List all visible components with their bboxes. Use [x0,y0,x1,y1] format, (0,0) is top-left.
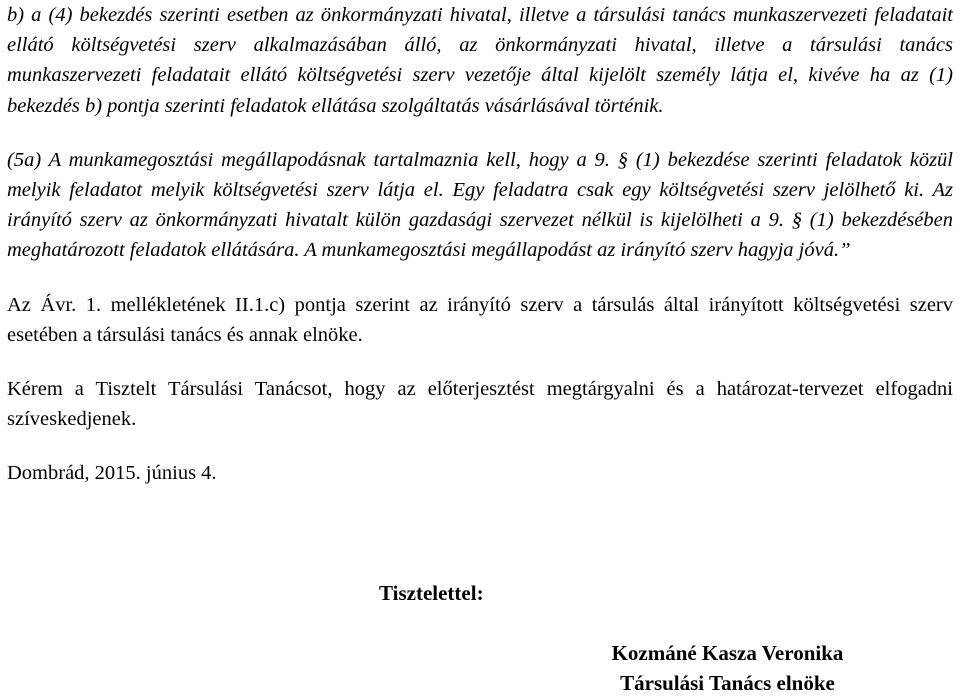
signatory-title: Társulási Tanács elnöke [620,671,835,695]
paragraph-section-b: b) a (4) bekezdés szerinti esetben az önkormányzati hivatal, illetve a társulási tanács munkaszervezeti feladatait ellátó költségvetési szerv alkalmazásában álló, az önkormányzati hivatal, illetve a társulási tanács munkaszervezeti feladatait ellátó költségvetési szerv vezetője által kijelölt személy látja el, kivéve ha az (1) bekezdés b) pontja szerinti feladatok ellátása szolgáltatás vásárlásával történik. [7,4,953,117]
paragraph-section-5a: (5a) A munkamegosztási megállapodásnak tartalmaznia kell, hogy a 9. § (1) bekezdése szerinti feladatok közül melyik feladatot melyik költségvetési szerv látja el. Egy feladatra csak egy költségvetési szerv jelölhető ki. Az irányító szerv az önkormányzati hivatalt külön gazdasági szervezet nélkül is kijelölheti a 9. § (1) bekezdésében meghatározott feladatok ellátására. A munkamegosztási megállapodást az irányító szerv hagyja jóvá.” [7,148,953,262]
document-body [7,0,953,489]
signature-block [585,638,870,698]
place-and-date: Dombrád, 2015. június 4. [7,462,217,485]
paragraph-avr-reference: Az Ávr. 1. mellékletének II.1.c) pontja szerint az irányító szerv a társulás által irányított költségvetési szerv esetében a társulási tanács és annak elnöke. [7,293,953,346]
signatory-name: Kozmáné Kasza Veronika [611,641,844,665]
paragraph-request: Kérem a Tisztelt Társulási Tanácsot, hogy az előterjesztést megtárgyalni és a határozat-tervezet elfogadni szíveskedjenek. [7,378,953,431]
closing-salutation: Tisztelettel: [379,581,484,605]
